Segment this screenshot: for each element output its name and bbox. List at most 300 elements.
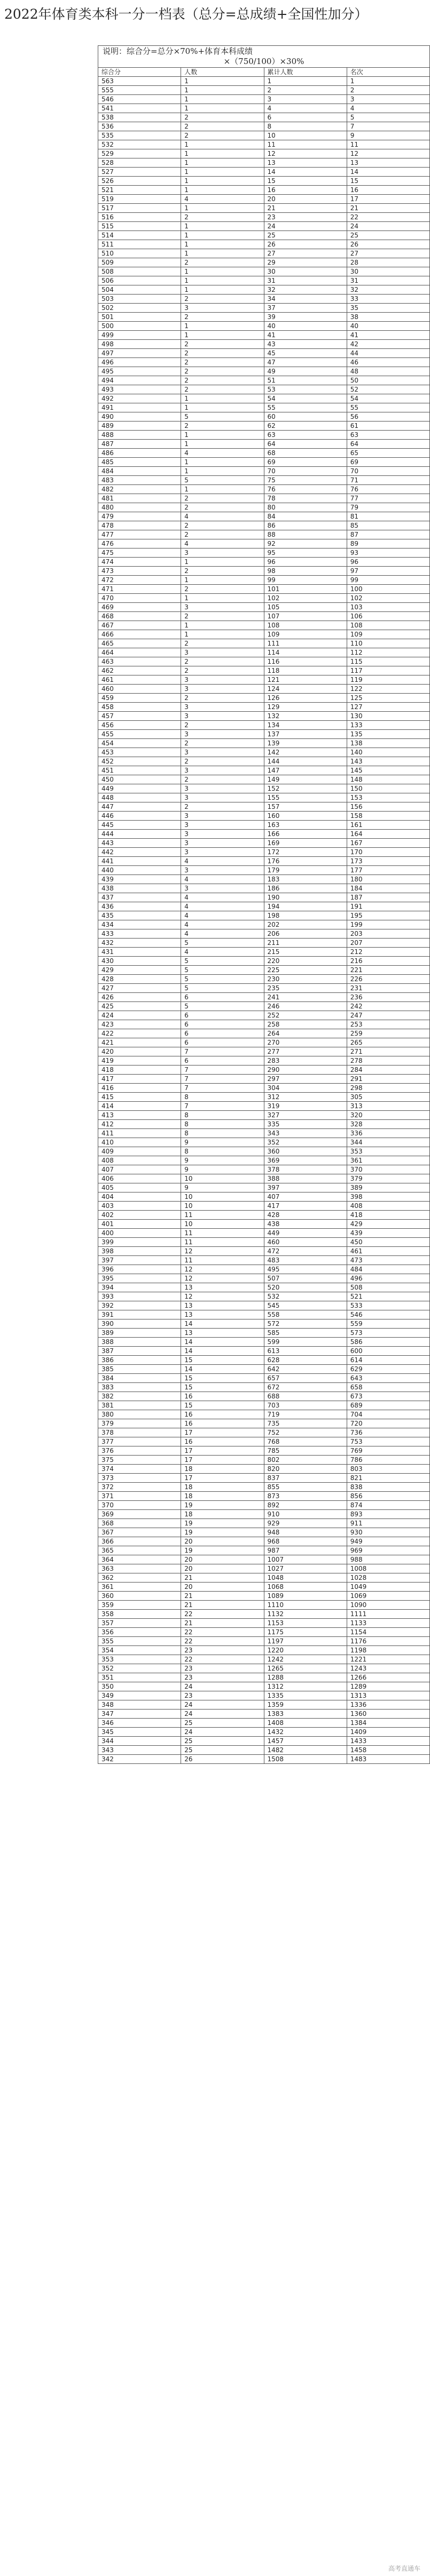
cell-cumulative: 252 — [264, 1011, 347, 1020]
cell-score: 511 — [98, 240, 181, 249]
cell-score: 484 — [98, 467, 181, 476]
cell-count: 21 — [181, 1619, 264, 1628]
cell-rank: 35 — [347, 304, 429, 313]
cell-count: 10 — [181, 1202, 264, 1211]
cell-count: 3 — [181, 793, 264, 802]
table-row — [98, 757, 430, 766]
cell-cumulative: 1383 — [264, 1710, 347, 1719]
table-row — [98, 830, 430, 839]
cell-score: 458 — [98, 703, 181, 712]
cell-cumulative: 304 — [264, 1084, 347, 1093]
cell-count: 4 — [181, 911, 264, 920]
cell-score: 491 — [98, 403, 181, 412]
cell-rank: 110 — [347, 639, 429, 648]
cell-count: 22 — [181, 1628, 264, 1637]
table-row — [98, 1174, 430, 1183]
cell-cumulative: 752 — [264, 1428, 347, 1437]
cell-score: 508 — [98, 267, 181, 276]
cell-cumulative: 1288 — [264, 1673, 347, 1682]
cell-score: 394 — [98, 1283, 181, 1292]
cell-score: 431 — [98, 948, 181, 957]
cell-score: 480 — [98, 503, 181, 512]
table-row — [98, 276, 430, 285]
cell-score: 344 — [98, 1737, 181, 1746]
table-row — [98, 186, 430, 195]
table-row — [98, 685, 430, 694]
cell-cumulative: 186 — [264, 884, 347, 893]
cell-count: 7 — [181, 1075, 264, 1084]
cell-cumulative: 166 — [264, 830, 347, 839]
cell-cumulative: 246 — [264, 1002, 347, 1011]
table-row — [98, 440, 430, 449]
cell-count: 1 — [181, 249, 264, 258]
table-row — [98, 875, 430, 884]
cell-cumulative: 10 — [264, 131, 347, 140]
cell-count: 2 — [181, 775, 264, 784]
cell-count: 12 — [181, 1265, 264, 1274]
cell-score: 464 — [98, 648, 181, 657]
cell-count: 13 — [181, 1283, 264, 1292]
cell-cumulative: 126 — [264, 694, 347, 703]
cell-cumulative: 95 — [264, 548, 347, 558]
cell-score: 483 — [98, 476, 181, 485]
cell-count: 4 — [181, 875, 264, 884]
cell-score: 402 — [98, 1211, 181, 1220]
cell-rank: 115 — [347, 657, 429, 666]
cell-rank: 77 — [347, 494, 429, 503]
table-row — [98, 1537, 430, 1546]
cell-rank: 106 — [347, 612, 429, 621]
table-row — [98, 458, 430, 467]
table-row — [98, 1428, 430, 1437]
cell-count: 20 — [181, 1537, 264, 1546]
cell-rank: 138 — [347, 739, 429, 748]
cell-count: 11 — [181, 1256, 264, 1265]
cell-count: 1 — [181, 403, 264, 412]
cell-count: 4 — [181, 893, 264, 902]
cell-cumulative: 30 — [264, 267, 347, 276]
cell-count: 15 — [181, 1374, 264, 1383]
table-note — [98, 46, 430, 68]
cell-score: 373 — [98, 1474, 181, 1483]
cell-rank: 16 — [347, 186, 429, 195]
cell-rank: 85 — [347, 521, 429, 530]
cell-cumulative: 163 — [264, 821, 347, 830]
cell-count: 4 — [181, 920, 264, 929]
table-row — [98, 703, 430, 712]
cell-count: 11 — [181, 1211, 264, 1220]
cell-count: 16 — [181, 1437, 264, 1446]
cell-cumulative: 41 — [264, 331, 347, 340]
table-row — [98, 902, 430, 911]
cell-score: 406 — [98, 1174, 181, 1183]
cell-rank: 153 — [347, 793, 429, 802]
cell-rank: 27 — [347, 249, 429, 258]
table-row — [98, 503, 430, 512]
cell-cumulative: 1457 — [264, 1737, 347, 1746]
cell-count: 5 — [181, 1002, 264, 1011]
cell-rank: 291 — [347, 1075, 429, 1084]
cell-rank: 42 — [347, 340, 429, 349]
cell-cumulative: 172 — [264, 848, 347, 857]
cell-count: 2 — [181, 113, 264, 122]
cell-rank: 63 — [347, 431, 429, 440]
cell-score: 370 — [98, 1501, 181, 1510]
table-row — [98, 394, 430, 403]
cell-rank: 930 — [347, 1528, 429, 1537]
cell-cumulative: 37 — [264, 304, 347, 313]
cell-count: 2 — [181, 721, 264, 730]
cell-cumulative: 507 — [264, 1274, 347, 1283]
cell-rank: 496 — [347, 1274, 429, 1283]
cell-count: 18 — [181, 1492, 264, 1501]
cell-cumulative: 202 — [264, 920, 347, 929]
cell-rank: 231 — [347, 984, 429, 993]
cell-cumulative: 55 — [264, 403, 347, 412]
cell-cumulative: 124 — [264, 685, 347, 694]
table-row — [98, 1183, 430, 1192]
cell-rank: 450 — [347, 1238, 429, 1247]
table-row — [98, 911, 430, 920]
cell-cumulative: 688 — [264, 1392, 347, 1401]
cell-score: 443 — [98, 839, 181, 848]
cell-cumulative: 169 — [264, 839, 347, 848]
cell-cumulative: 129 — [264, 703, 347, 712]
table-row — [98, 1555, 430, 1564]
cell-cumulative: 68 — [264, 449, 347, 458]
table-row — [98, 1220, 430, 1229]
cell-cumulative: 23 — [264, 213, 347, 222]
cell-rank: 786 — [347, 1456, 429, 1465]
cell-cumulative: 147 — [264, 766, 347, 775]
cell-cumulative: 1089 — [264, 1592, 347, 1601]
cell-count: 19 — [181, 1501, 264, 1510]
cell-cumulative: 378 — [264, 1165, 347, 1174]
cell-count: 4 — [181, 195, 264, 204]
page-title: 2022年体育类本科一分一档表（总分=总成绩+全国性加分） — [4, 6, 368, 22]
cell-score: 495 — [98, 367, 181, 376]
cell-cumulative: 118 — [264, 666, 347, 675]
cell-cumulative: 335 — [264, 1120, 347, 1129]
cell-score: 490 — [98, 412, 181, 422]
cell-score: 492 — [98, 394, 181, 403]
cell-count: 9 — [181, 1138, 264, 1147]
cell-cumulative: 1068 — [264, 1583, 347, 1592]
cell-rank: 336 — [347, 1129, 429, 1138]
cell-rank: 398 — [347, 1192, 429, 1202]
cell-rank: 54 — [347, 394, 429, 403]
cell-count: 1 — [181, 104, 264, 113]
cell-score: 481 — [98, 494, 181, 503]
cell-score: 357 — [98, 1619, 181, 1628]
cell-cumulative: 785 — [264, 1446, 347, 1456]
cell-count: 26 — [181, 1755, 264, 1764]
cell-cumulative: 198 — [264, 911, 347, 920]
cell-rank: 1360 — [347, 1710, 429, 1719]
cell-rank: 473 — [347, 1256, 429, 1265]
cell-rank: 96 — [347, 558, 429, 567]
cell-count: 11 — [181, 1229, 264, 1238]
cell-score: 435 — [98, 911, 181, 920]
cell-score: 386 — [98, 1356, 181, 1365]
cell-count: 5 — [181, 476, 264, 485]
cell-rank: 361 — [347, 1156, 429, 1165]
cell-count: 9 — [181, 1156, 264, 1165]
cell-rank: 31 — [347, 276, 429, 285]
cell-count: 18 — [181, 1465, 264, 1474]
cell-count: 23 — [181, 1673, 264, 1682]
cell-score: 399 — [98, 1238, 181, 1247]
cell-cumulative: 14 — [264, 168, 347, 177]
cell-rank: 100 — [347, 585, 429, 594]
cell-score: 521 — [98, 186, 181, 195]
cell-count: 3 — [181, 812, 264, 821]
cell-rank: 199 — [347, 920, 429, 929]
cell-rank: 614 — [347, 1356, 429, 1365]
cell-rank: 9 — [347, 131, 429, 140]
table-row — [98, 1338, 430, 1347]
cell-rank: 102 — [347, 594, 429, 603]
cell-score: 368 — [98, 1519, 181, 1528]
cell-score: 385 — [98, 1365, 181, 1374]
cell-count: 16 — [181, 1419, 264, 1428]
table-row — [98, 1319, 430, 1329]
column-header-cumulative: 累计人数 — [264, 68, 347, 77]
cell-cumulative: 12 — [264, 149, 347, 158]
table-row — [98, 1691, 430, 1700]
table-row — [98, 512, 430, 521]
cell-cumulative: 910 — [264, 1510, 347, 1519]
cell-score: 428 — [98, 975, 181, 984]
cell-count: 15 — [181, 1356, 264, 1365]
cell-count: 2 — [181, 666, 264, 675]
cell-count: 22 — [181, 1655, 264, 1664]
table-row — [98, 775, 430, 784]
cell-rank: 1028 — [347, 1573, 429, 1583]
cell-rank: 195 — [347, 911, 429, 920]
cell-rank: 1008 — [347, 1564, 429, 1573]
cell-cumulative: 139 — [264, 739, 347, 748]
cell-score: 376 — [98, 1446, 181, 1456]
table-row — [98, 993, 430, 1002]
cell-score: 380 — [98, 1410, 181, 1419]
cell-rank: 1289 — [347, 1682, 429, 1691]
cell-score: 456 — [98, 721, 181, 730]
table-row — [98, 1519, 430, 1528]
table-row — [98, 1437, 430, 1446]
cell-rank: 125 — [347, 694, 429, 703]
cell-rank: 24 — [347, 222, 429, 231]
cell-rank: 76 — [347, 485, 429, 494]
cell-score: 418 — [98, 1066, 181, 1075]
cell-cumulative: 2 — [264, 86, 347, 95]
cell-score: 350 — [98, 1682, 181, 1691]
table-row — [98, 485, 430, 494]
cell-score: 421 — [98, 1038, 181, 1047]
cell-cumulative: 34 — [264, 295, 347, 304]
table-row — [98, 449, 430, 458]
cell-count: 17 — [181, 1474, 264, 1483]
cell-score: 538 — [98, 113, 181, 122]
cell-count: 25 — [181, 1719, 264, 1728]
cell-rank: 508 — [347, 1283, 429, 1292]
table-row — [98, 412, 430, 422]
cell-cumulative: 99 — [264, 576, 347, 585]
cell-count: 1 — [181, 231, 264, 240]
cell-rank: 22 — [347, 213, 429, 222]
table-row — [98, 630, 430, 639]
cell-score: 345 — [98, 1728, 181, 1737]
cell-score: 398 — [98, 1247, 181, 1256]
cell-score: 519 — [98, 195, 181, 204]
table-row — [98, 1546, 430, 1555]
cell-rank: 1409 — [347, 1728, 429, 1737]
table-row — [98, 1056, 430, 1066]
table-row — [98, 1528, 430, 1537]
table-row — [98, 1465, 430, 1474]
table-row — [98, 267, 430, 276]
cell-rank: 1111 — [347, 1610, 429, 1619]
cell-score: 401 — [98, 1220, 181, 1229]
table-row — [98, 385, 430, 394]
cell-rank: 12 — [347, 149, 429, 158]
table-row — [98, 1329, 430, 1338]
cell-cumulative: 599 — [264, 1338, 347, 1347]
cell-rank: 32 — [347, 285, 429, 295]
cell-cumulative: 70 — [264, 467, 347, 476]
cell-count: 2 — [181, 694, 264, 703]
cell-score: 535 — [98, 131, 181, 140]
cell-rank: 521 — [347, 1292, 429, 1301]
table-row — [98, 1456, 430, 1465]
cell-score: 366 — [98, 1537, 181, 1546]
cell-count: 21 — [181, 1601, 264, 1610]
cell-score: 477 — [98, 530, 181, 539]
table-row — [98, 1401, 430, 1410]
cell-cumulative: 585 — [264, 1329, 347, 1338]
cell-score: 353 — [98, 1655, 181, 1664]
cell-rank: 13 — [347, 158, 429, 168]
cell-score: 403 — [98, 1202, 181, 1211]
cell-count: 12 — [181, 1274, 264, 1283]
table-row — [98, 195, 430, 204]
table-row — [98, 1474, 430, 1483]
cell-cumulative: 45 — [264, 349, 347, 358]
table-row — [98, 984, 430, 993]
cell-rank: 89 — [347, 539, 429, 548]
cell-cumulative: 15 — [264, 177, 347, 186]
cell-score: 413 — [98, 1111, 181, 1120]
cell-score: 375 — [98, 1456, 181, 1465]
cell-rank: 1433 — [347, 1737, 429, 1746]
table-row — [98, 975, 430, 984]
cell-count: 2 — [181, 802, 264, 812]
cell-count: 8 — [181, 1093, 264, 1102]
table-row — [98, 1592, 430, 1601]
cell-cumulative: 483 — [264, 1256, 347, 1265]
cell-cumulative: 111 — [264, 639, 347, 648]
cell-rank: 484 — [347, 1265, 429, 1274]
cell-score: 420 — [98, 1047, 181, 1056]
cell-rank: 56 — [347, 412, 429, 422]
cell-rank: 344 — [347, 1138, 429, 1147]
cell-score: 383 — [98, 1383, 181, 1392]
cell-rank: 389 — [347, 1183, 429, 1192]
table-row — [98, 957, 430, 966]
cell-count: 1 — [181, 394, 264, 403]
table-row — [98, 730, 430, 739]
cell-rank: 46 — [347, 358, 429, 367]
cell-cumulative: 1 — [264, 77, 347, 86]
cell-score: 371 — [98, 1492, 181, 1501]
cell-score: 478 — [98, 521, 181, 530]
table-row — [98, 666, 430, 675]
cell-cumulative: 21 — [264, 204, 347, 213]
cell-cumulative: 1048 — [264, 1573, 347, 1583]
cell-cumulative: 352 — [264, 1138, 347, 1147]
table-row — [98, 1247, 430, 1256]
cell-score: 467 — [98, 621, 181, 630]
cell-rank: 87 — [347, 530, 429, 539]
cell-cumulative: 873 — [264, 1492, 347, 1501]
cell-count: 18 — [181, 1510, 264, 1519]
cell-rank: 212 — [347, 948, 429, 957]
cell-score: 417 — [98, 1075, 181, 1084]
cell-cumulative: 121 — [264, 675, 347, 685]
cell-rank: 911 — [347, 1519, 429, 1528]
cell-rank: 203 — [347, 929, 429, 939]
cell-count: 2 — [181, 639, 264, 648]
cell-rank: 1458 — [347, 1746, 429, 1755]
score-table — [98, 45, 430, 1764]
cell-cumulative: 672 — [264, 1383, 347, 1392]
cell-cumulative: 735 — [264, 1419, 347, 1428]
cell-score: 497 — [98, 349, 181, 358]
cell-rank: 191 — [347, 902, 429, 911]
table-row — [98, 431, 430, 440]
cell-rank: 265 — [347, 1038, 429, 1047]
cell-cumulative: 1007 — [264, 1555, 347, 1564]
cell-score: 487 — [98, 440, 181, 449]
table-row — [98, 258, 430, 267]
header-row — [98, 68, 430, 77]
cell-score: 436 — [98, 902, 181, 911]
table-row — [98, 712, 430, 721]
cell-score: 476 — [98, 539, 181, 548]
cell-count: 3 — [181, 848, 264, 857]
cell-score: 502 — [98, 304, 181, 313]
cell-cumulative: 397 — [264, 1183, 347, 1192]
table-row — [98, 213, 430, 222]
cell-cumulative: 558 — [264, 1310, 347, 1319]
cell-count: 4 — [181, 902, 264, 911]
table-row — [98, 1202, 430, 1211]
cell-score: 451 — [98, 766, 181, 775]
cell-score: 377 — [98, 1437, 181, 1446]
table-row — [98, 367, 430, 376]
cell-count: 2 — [181, 530, 264, 539]
table-row — [98, 1610, 430, 1619]
cell-count: 2 — [181, 131, 264, 140]
cell-count: 19 — [181, 1546, 264, 1555]
cell-cumulative: 360 — [264, 1147, 347, 1156]
cell-score: 446 — [98, 812, 181, 821]
cell-count: 6 — [181, 993, 264, 1002]
cell-count: 1 — [181, 276, 264, 285]
cell-count: 1 — [181, 158, 264, 168]
cell-rank: 1049 — [347, 1583, 429, 1592]
cell-cumulative: 369 — [264, 1156, 347, 1165]
